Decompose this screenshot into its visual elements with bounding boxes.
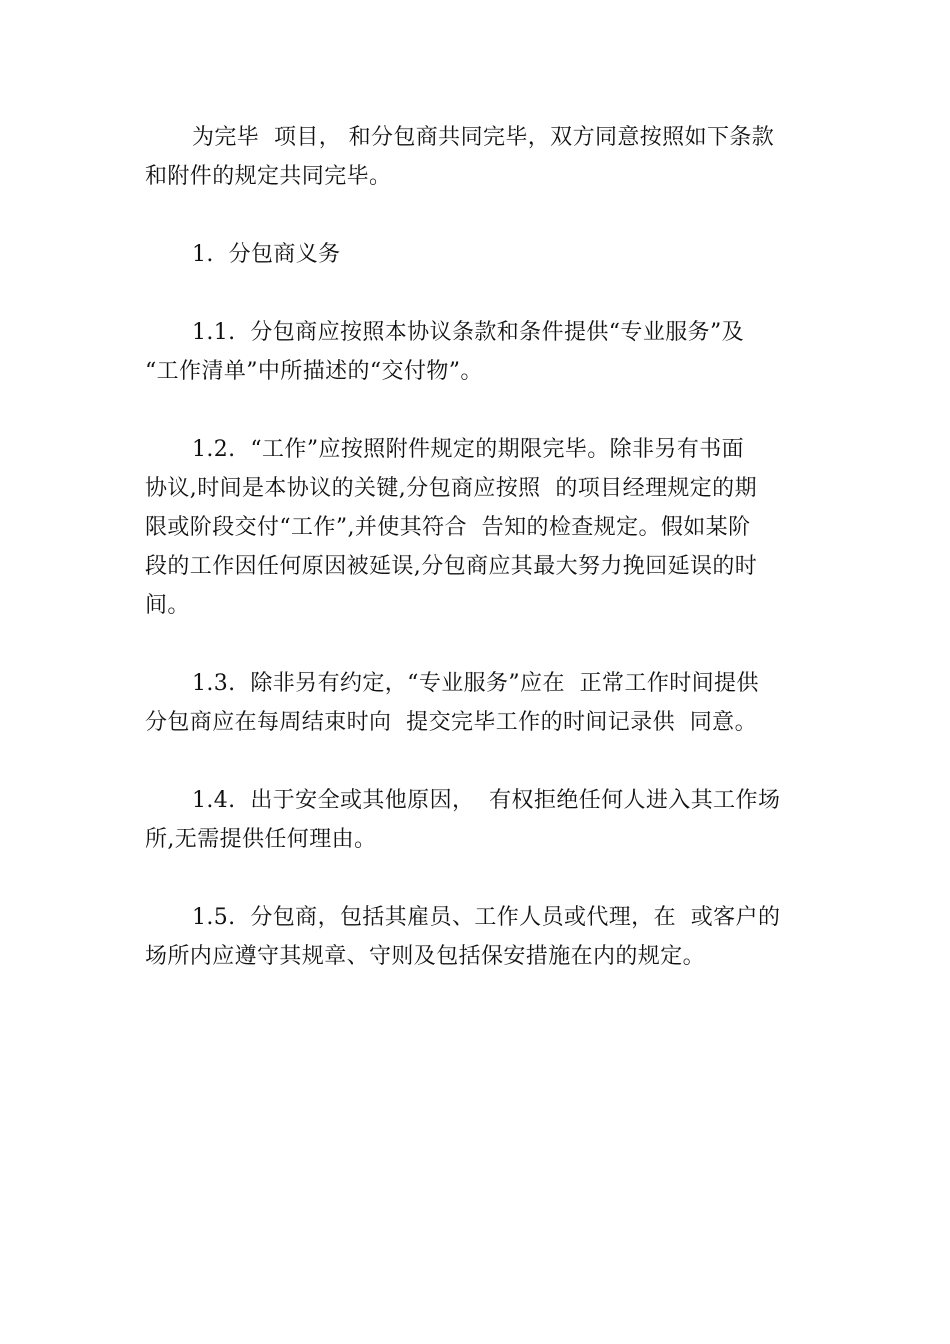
- clause-1-1-line-2: “工作清单”中所描述的“交付物”。: [145, 359, 483, 384]
- document-page: [145, 118, 810, 976]
- clause-1-2-line-2: 协议,时间是本协议的关键,分包商应按照 的项目经理规定的期: [145, 476, 757, 501]
- paragraph-spacer: [145, 274, 810, 313]
- clause-1-5-line-2: 场所内应遵守其规章、守则及包括保安措施在内的规定。: [145, 944, 706, 969]
- intro-line-2: 和附件的规定共同完毕。: [145, 164, 392, 189]
- paragraph-spacer: [145, 859, 810, 898]
- clause-1-2-line-5: 间。: [145, 593, 190, 618]
- clause-1-3-line-1: 1.3. 除非另有约定，“专业服务”应在 正常工作时间提供: [192, 671, 759, 696]
- clause-1-5: [145, 898, 810, 976]
- clause-1-1: [145, 313, 810, 391]
- paragraph-spacer: [145, 625, 810, 664]
- intro-line-1: 为完毕 项目， 和分包商共同完毕，双方同意按照如下条款: [192, 125, 775, 150]
- clause-1-3: [145, 664, 810, 742]
- clause-1-4: [145, 781, 810, 859]
- section-1-heading: 1. 分包商义务: [192, 242, 341, 267]
- intro-paragraph: [145, 118, 810, 196]
- section-heading: [145, 235, 810, 274]
- clause-1-3-line-2: 分包商应在每周结束时向 提交完毕工作的时间记录供 同意。: [145, 710, 757, 735]
- paragraph-spacer: [145, 742, 810, 781]
- paragraph-spacer: [145, 391, 810, 430]
- clause-1-2-line-4: 段的工作因任何原因被延误,分包商应其最大努力挽回延误的时: [145, 554, 758, 579]
- clause-1-1-line-1: 1.1. 分包商应按照本协议条款和条件提供“专业服务”及: [192, 320, 745, 345]
- clause-1-5-line-1: 1.5. 分包商，包括其雇员、工作人员或代理，在 或客户的: [192, 905, 781, 930]
- clause-1-2-line-3: 限或阶段交付“工作”,并使其符合 告知的检查规定。假如某阶: [145, 515, 751, 540]
- paragraph-spacer: [145, 196, 810, 235]
- clause-1-2: [145, 430, 810, 625]
- clause-1-4-line-1: 1.4. 出于安全或其他原因， 有权拒绝任何人进入其工作场: [192, 788, 781, 813]
- clause-1-2-line-1: 1.2. “工作”应按照附件规定的期限完毕。除非另有书面: [192, 437, 745, 462]
- clause-1-4-line-2: 所,无需提供任何理由。: [145, 827, 377, 852]
